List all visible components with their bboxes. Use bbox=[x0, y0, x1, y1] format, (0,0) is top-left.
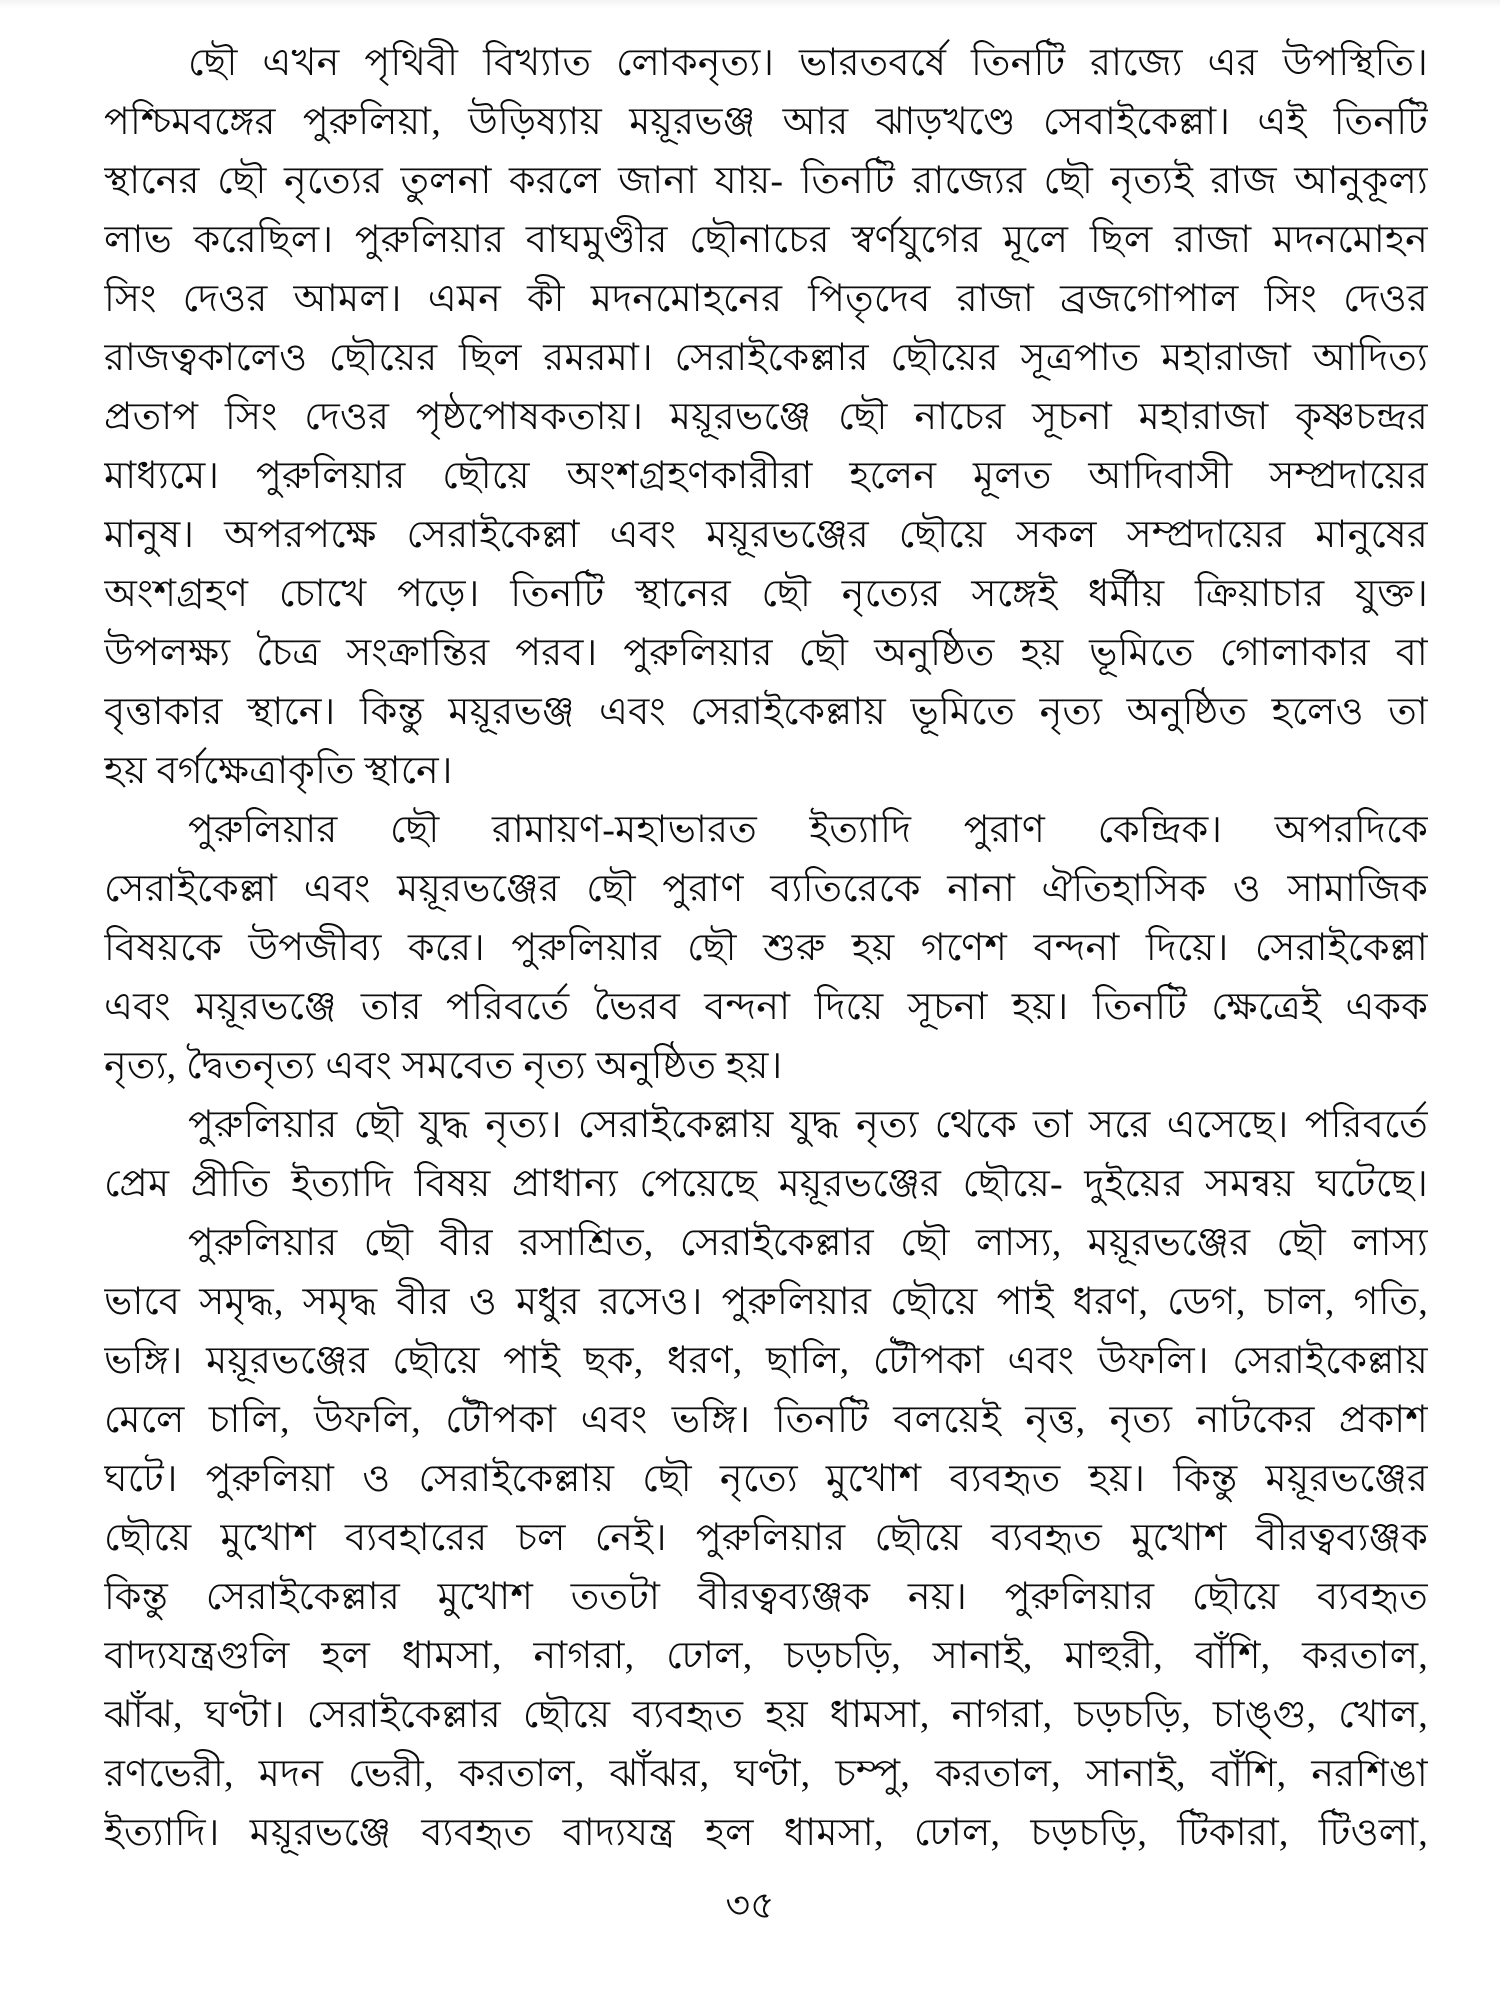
text-line: হয় বর্গক্ষেত্রাকৃতি স্থানে। bbox=[104, 750, 453, 792]
paragraph bbox=[104, 1214, 1428, 1863]
paragraph bbox=[104, 801, 1428, 1096]
page-number: ৩৫ bbox=[725, 1885, 775, 1927]
text-line: মানুষ। অপরপক্ষে সেরাইকেল্লা এবং ময়ূরভঞ্জের ছৌয়ে সকল সম্প্রদায়ের মানুষের bbox=[104, 514, 1428, 556]
text-line: ভাবে সমৃদ্ধ, সমৃদ্ধ বীর ও মধুর রসেও। পুরুলিয়ার ছৌয়ে পাই ধরণ, ডেগ, চাল, গতি, bbox=[104, 1281, 1428, 1323]
paragraph bbox=[104, 34, 1428, 801]
text-line: ঝাঁঝ, ঘণ্টা। সেরাইকেল্লার ছৌয়ে ব্যবহৃত হয় ধামসা, নাগরা, চড়চড়ি, চাঙ্গু, খোল, bbox=[104, 1694, 1428, 1736]
text-line: পুরুলিয়ার ছৌ বীর রসাশ্রিত, সেরাইকেল্লার ছৌ লাস্য, ময়ূরভঞ্জের ছৌ লাস্য bbox=[188, 1222, 1428, 1264]
text-line: ইত্যাদি। ময়ূরভঞ্জে ব্যবহৃত বাদ্যযন্ত্র হল ধামসা, ঢোল, চড়চড়ি, টিকারা, টিওলা, bbox=[104, 1812, 1428, 1854]
text-line: বিষয়কে উপজীব্য করে। পুরুলিয়ার ছৌ শুরু হয় গণেশ বন্দনা দিয়ে। সেরাইকেল্লা bbox=[104, 927, 1428, 969]
text-line: ঘটে। পুরুলিয়া ও সেরাইকেল্লায় ছৌ নৃত্যে মুখোশ ব্যবহৃত হয়। কিন্তু ময়ূরভঞ্জের bbox=[104, 1458, 1428, 1500]
scan-edge-shading bbox=[0, 0, 1500, 8]
text-line: কিন্তু সেরাইকেল্লার মুখোশ ততটা বীরত্বব্যঞ্জক নয়। পুরুলিয়ার ছৌয়ে ব্যবহৃত bbox=[104, 1576, 1428, 1618]
text-line: নৃত্য, দ্বৈতনৃত্য এবং সমবেত নৃত্য অনুষ্ঠিত হয়। bbox=[104, 1045, 783, 1087]
text-line: প্রতাপ সিং দেওর পৃষ্ঠপোষকতায়। ময়ূরভঞ্জে ছৌ নাচের সূচনা মহারাজা কৃষ্ণচন্দ্রর bbox=[104, 396, 1428, 438]
text-line: সেরাইকেল্লা এবং ময়ূরভঞ্জের ছৌ পুরাণ ব্যতিরেকে নানা ঐতিহাসিক ও সামাজিক bbox=[104, 868, 1428, 910]
text-block bbox=[104, 34, 1428, 1863]
text-line: অংশগ্রহণ চোখে পড়ে। তিনটি স্থানের ছৌ নৃত্যের সঙ্গেই ধর্মীয় ক্রিয়াচার যুক্ত। bbox=[104, 573, 1428, 615]
text-line: প্রেম প্রীতি ইত্যাদি বিষয় প্রাধান্য পেয়েছে ময়ূরভঞ্জের ছৌয়ে- দুইয়ের সমন্বয় ঘটেছে। bbox=[104, 1163, 1428, 1205]
text-line: রাজত্বকালেও ছৌয়ের ছিল রমরমা। সেরাইকেল্লার ছৌয়ের সূত্রপাত মহারাজা আদিত্য bbox=[104, 337, 1428, 379]
text-line: ভঙ্গি। ময়ূরভঞ্জের ছৌয়ে পাই ছক, ধরণ, ছালি, টৌপকা এবং উফলি। সেরাইকেল্লায় bbox=[104, 1340, 1428, 1382]
text-line: সিং দেওর আমল। এমন কী মদনমোহনের পিতৃদেব রাজা ব্রজগোপাল সিং দেওর bbox=[104, 278, 1428, 320]
text-line: বাদ্যযন্ত্রগুলি হল ধামসা, নাগরা, ঢোল, চড়চড়ি, সানাই, মাহুরী, বাঁশি, করতাল, bbox=[104, 1635, 1428, 1677]
text-line: বৃত্তাকার স্থানে। কিন্তু ময়ূরভঞ্জ এবং সেরাইকেল্লায় ভূমিতে নৃত্য অনুষ্ঠিত হলেও তা bbox=[104, 691, 1428, 733]
text-line: উপলক্ষ্য চৈত্র সংক্রান্তির পরব। পুরুলিয়ার ছৌ অনুষ্ঠিত হয় ভূমিতে গোলাকার বা bbox=[104, 632, 1428, 674]
text-line: ছৌয়ে মুখোশ ব্যবহারের চল নেই। পুরুলিয়ার ছৌয়ে ব্যবহৃত মুখোশ বীরত্বব্যঞ্জক bbox=[104, 1517, 1428, 1559]
text-line: পুরুলিয়ার ছৌ যুদ্ধ নৃত্য। সেরাইকেল্লায় যুদ্ধ নৃত্য থেকে তা সরে এসেছে। পরিবর্তে bbox=[188, 1104, 1428, 1146]
text-line: মেলে চালি, উফলি, টৌপকা এবং ভঙ্গি। তিনটি বলয়েই নৃত্ত, নৃত্য নাটকের প্রকাশ bbox=[104, 1399, 1428, 1441]
text-line: ছৌ এখন পৃথিবী বিখ্যাত লোকনৃত্য। ভারতবর্ষে তিনটি রাজ্যে এর উপস্থিতি। bbox=[188, 42, 1428, 84]
text-line: লাভ করেছিল। পুরুলিয়ার বাঘমুণ্ডীর ছৌনাচের স্বর্ণযুগের মূলে ছিল রাজা মদনমোহন bbox=[104, 219, 1428, 261]
text-line: পশ্চিমবঙ্গের পুরুলিয়া, উড়িষ্যায় ময়ূরভঞ্জ আর ঝাড়খণ্ডে সেবাইকেল্লা। এই তিনটি bbox=[104, 101, 1428, 143]
text-line: এবং ময়ূরভঞ্জে তার পরিবর্তে ভৈরব বন্দনা দিয়ে সূচনা হয়। তিনটি ক্ষেত্রেই একক bbox=[104, 986, 1428, 1028]
text-line: পুরুলিয়ার ছৌ রামায়ণ-মহাভারত ইত্যাদি পুরাণ কেন্দ্রিক। অপরদিকে bbox=[188, 809, 1428, 851]
text-line: মাধ্যমে। পুরুলিয়ার ছৌয়ে অংশগ্রহণকারীরা হলেন মূলত আদিবাসী সম্প্রদায়ের bbox=[104, 455, 1428, 497]
text-line: রণভেরী, মদন ভেরী, করতাল, ঝাঁঝর, ঘণ্টা, চম্পু, করতাল, সানাই, বাঁশি, নরশিঙা bbox=[104, 1753, 1428, 1795]
paragraph bbox=[104, 1096, 1428, 1214]
text-line: স্থানের ছৌ নৃত্যের তুলনা করলে জানা যায়- তিনটি রাজ্যের ছৌ নৃত্যই রাজ আনুকূল্য bbox=[104, 160, 1428, 202]
